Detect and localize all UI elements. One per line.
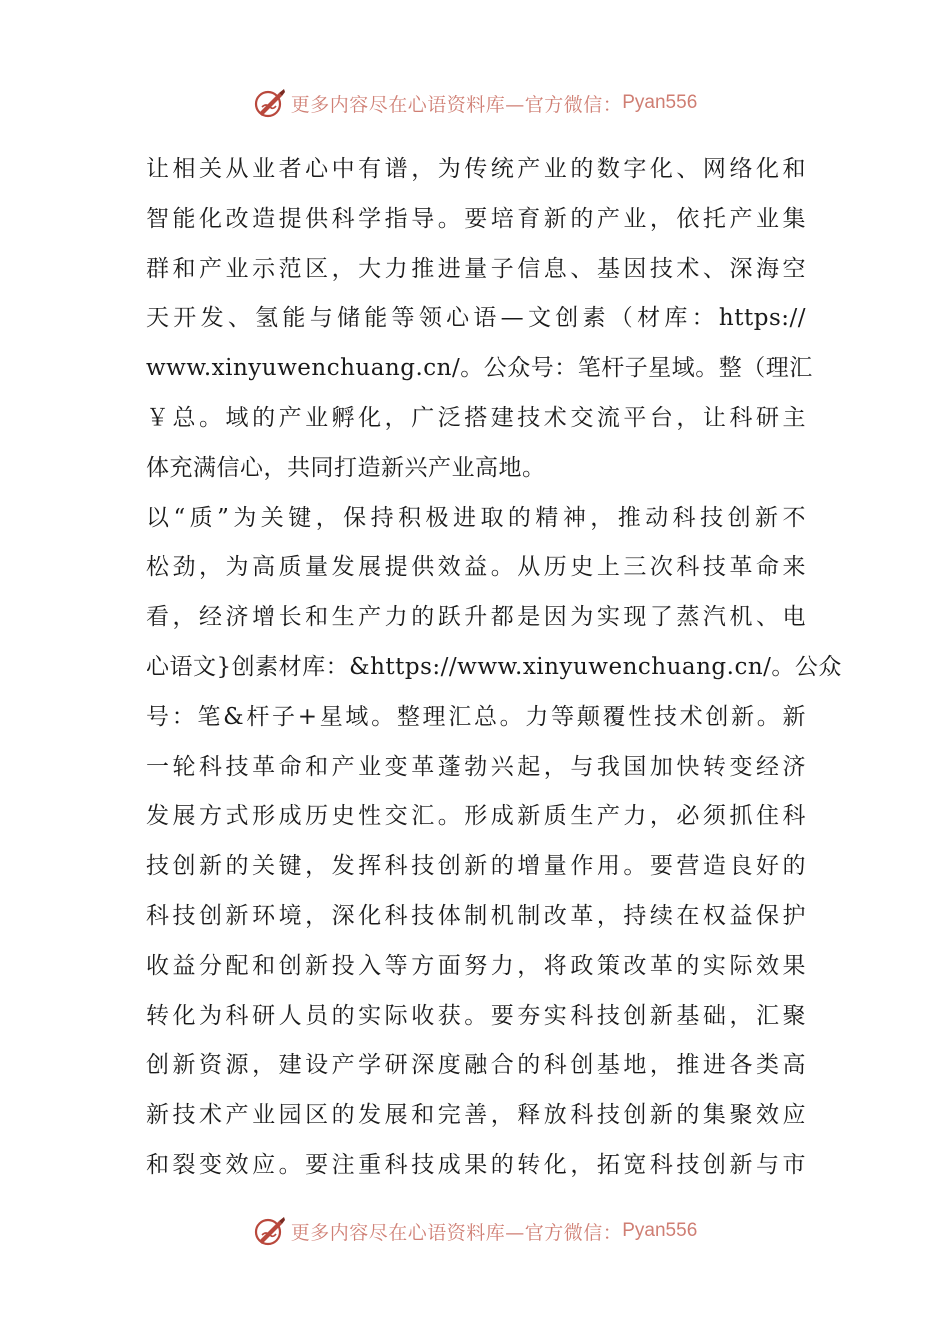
text-line: 技创新的关键，发挥科技创新的增量作用。要营造良好的 [146,853,806,880]
text-line: 科技创新环境，深化科技体制机制改革，持续在权益保护 [146,902,806,929]
text-line: www.xinyuwenchuang.cn/。公众号：笔杆子星域。整（理汇 [146,355,813,382]
text-line: 收益分配和创新投入等方面努力，将政策改革的实际效果 [146,952,806,979]
text-line: 让相关从业者心中有谱，为传统产业的数字化、网络化和 [146,156,806,182]
document-body [146,145,842,1191]
text-line: ￥总。域的产业孵化，广泛搭建技术交流平台，让科研主 [146,404,806,431]
header-banner-text: 更多内容尽在心语资料库—官方微信： [290,93,623,116]
text-line: 转化为科研人员的实际收获。要夯实科技创新基础，汇聚 [146,1002,806,1029]
text-line: 以“质”为关键，保持积极进取的精神，推动科技创新不 [146,504,806,531]
text-line: 心语文}创素材库：&https://www.xinyuwenchuang.cn/。公众 [146,653,842,680]
text-line: 天开发、氢能与储能等领心语—文创素（材库：https:// [146,305,806,332]
text-line: 发展方式形成历史性交汇。形成新质生产力，必须抓住科 [146,803,806,830]
pen-logo-icon [253,1214,287,1248]
pen-logo-icon [253,86,287,120]
header-banner [0,83,950,123]
text-line: 号：笔&杆子+星域。整理汇总。力等颠覆性技术创新。新 [146,703,806,730]
text-line: 和裂变效应。要注重科技成果的转化，拓宽科技创新与市 [146,1151,806,1178]
text-line: 看，经济增长和生产力的跃升都是因为实现了蒸汽机、电 [146,604,806,631]
text-line: 松劲，为高质量发展提供效益。从历史上三次科技革命来 [146,554,806,581]
text-line: 群和产业示范区，大力推进量子信息、基因技术、深海空 [146,255,806,282]
text-line: 新技术产业园区的发展和完善，释放科技创新的集聚效应 [146,1102,806,1129]
text-line-paragraph-end: 体充满信心，共同打造新兴产业高地。 [146,454,546,481]
footer-banner [0,1211,950,1251]
header-banner-wechat-id: Pyan556 [622,92,698,113]
text-line: 智能化改造提供科学指导。要培育新的产业，依托产业集 [146,205,806,232]
footer-banner-wechat-id: Pyan556 [622,1220,698,1241]
text-line: 创新资源，建设产学研深度融合的科创基地，推进各类高 [146,1052,806,1079]
text-line: 一轮科技革命和产业变革蓬勃兴起，与我国加快转变经济 [146,753,806,780]
footer-banner-text: 更多内容尽在心语资料库—官方微信： [290,1221,623,1244]
